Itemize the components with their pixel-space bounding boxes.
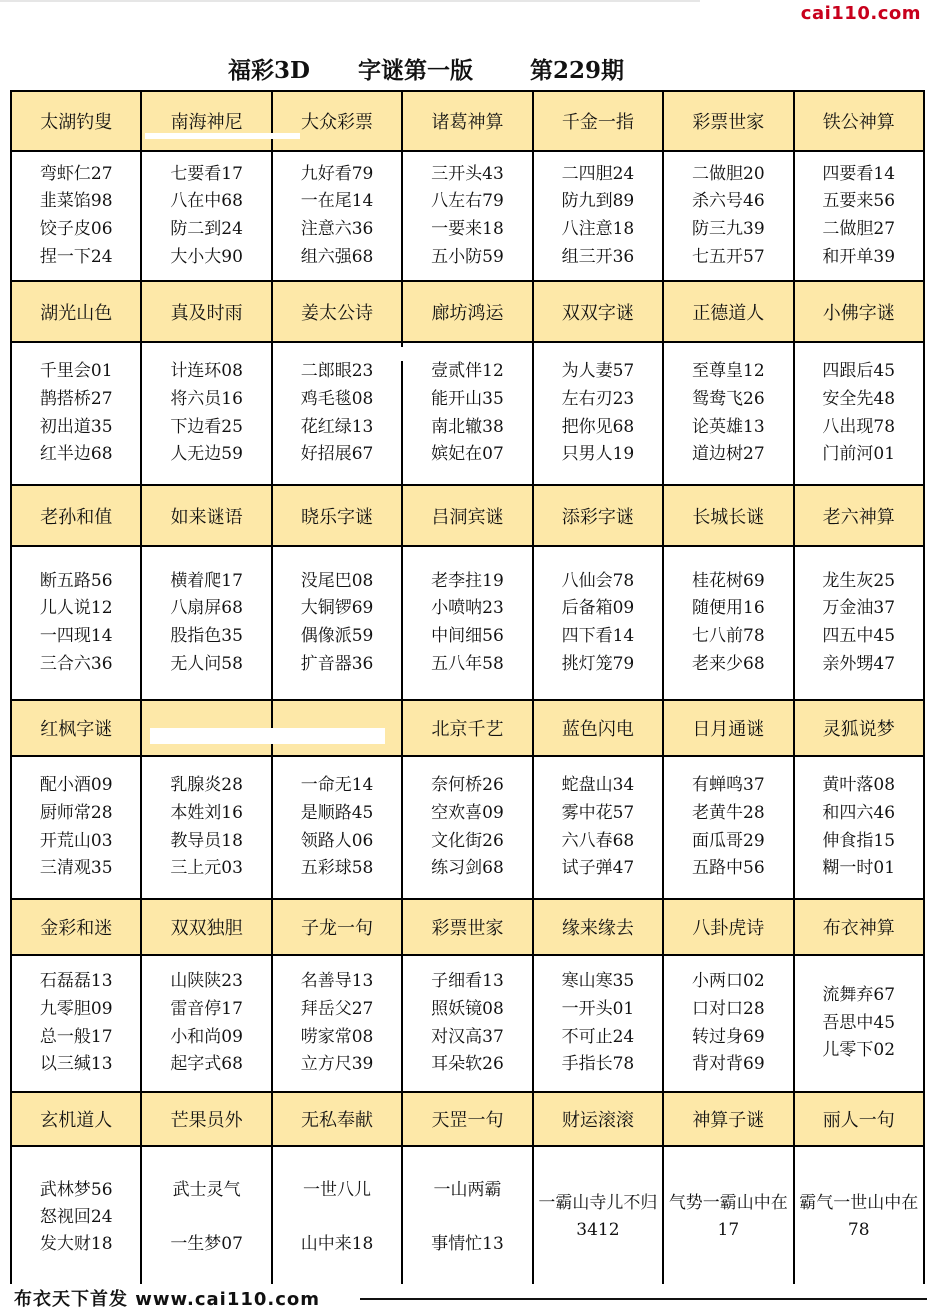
riddle-line: 花红绿13	[300, 416, 374, 437]
riddle-cell	[534, 152, 664, 282]
riddle-line: 鸳鸯飞26	[692, 388, 765, 409]
riddle-cell	[273, 547, 403, 701]
riddle-line: 门前河01	[822, 444, 896, 465]
riddle-line: 龙生灰25	[822, 570, 896, 591]
riddle-cell	[12, 956, 142, 1093]
header-row	[12, 701, 925, 757]
riddle-line: 组三开36	[561, 246, 635, 267]
riddle-line: 人无边59	[170, 444, 243, 465]
riddle-line: 把你见68	[561, 416, 635, 437]
riddle-line: 石磊磊13	[39, 971, 113, 992]
riddle-line: 五八年58	[431, 653, 504, 674]
riddle-line: 雷音停17	[170, 998, 243, 1019]
riddle-line: 儿零下02	[822, 1040, 896, 1061]
riddle-line: 一开头01	[561, 998, 635, 1019]
riddle-cell	[12, 547, 142, 701]
riddle-cell	[534, 956, 664, 1093]
riddle-cell	[664, 757, 794, 900]
expert-name: 双双独胆	[142, 900, 272, 956]
expert-name: 双双字谜	[534, 282, 664, 343]
riddle-cell	[534, 547, 664, 701]
riddle-cell	[534, 1147, 664, 1289]
riddle-line: 子细看13	[431, 971, 504, 992]
riddle-cell	[403, 343, 533, 486]
riddle-line: 转过身69	[692, 1026, 765, 1047]
riddle-line: 伸食指15	[822, 830, 896, 851]
riddle-line: 防三九39	[692, 219, 765, 239]
footer-bar	[0, 1284, 927, 1310]
expert-name: 无私奉献	[273, 1093, 403, 1147]
header-row	[12, 486, 925, 547]
riddle-cell	[12, 152, 142, 282]
riddle-cell	[142, 757, 272, 900]
riddle-line: 九零胆09	[39, 998, 113, 1019]
expert-name: 正德道人	[664, 282, 794, 343]
riddle-line: 断五路56	[39, 570, 113, 591]
riddle-row	[12, 956, 925, 1093]
page-title	[190, 52, 640, 82]
riddle-line: 教导员18	[170, 830, 243, 851]
riddle-line: 防九到89	[561, 191, 635, 212]
riddle-line: 开荒山03	[39, 830, 113, 851]
riddle-line: 一生梦07	[170, 1233, 243, 1254]
riddle-line: 本姓刘16	[170, 802, 243, 823]
riddle-line: 一要来18	[431, 219, 504, 239]
expert-name: 缘来缘去	[534, 900, 664, 956]
expert-name: 彩票世家	[664, 92, 794, 152]
riddle-line: 三上元03	[170, 858, 243, 879]
riddle-line: 老来少68	[692, 653, 765, 674]
riddle-line: 韭菜馅98	[39, 191, 113, 212]
expert-name: 金彩和迷	[12, 900, 142, 956]
riddle-row	[12, 343, 925, 486]
riddle-line: 股指色35	[170, 626, 243, 646]
riddle-line: 扩音器36	[300, 653, 374, 674]
riddle-line: 五小防59	[431, 246, 504, 267]
riddle-line: 鹊搭桥27	[39, 388, 113, 409]
riddle-cell	[273, 343, 403, 486]
riddle-cell	[534, 757, 664, 900]
riddle-line: 安全先48	[822, 388, 896, 409]
riddle-line: 道边树27	[692, 444, 765, 465]
expert-name: 如来谜语	[142, 486, 272, 547]
riddle-line: 六八春68	[561, 830, 635, 851]
riddle-cell	[12, 1147, 142, 1289]
riddle-line: 八出现78	[822, 416, 896, 437]
riddle-line	[461, 1204, 474, 1231]
riddle-line: 流舞弃67	[822, 985, 896, 1006]
riddle-line: 有蝉鸣37	[692, 775, 765, 796]
riddle-line: 亲外甥47	[822, 653, 896, 674]
riddle-line: 左右刃23	[561, 388, 635, 409]
expert-name: 添彩字谜	[534, 486, 664, 547]
expert-name: 天罡一句	[403, 1093, 533, 1147]
expert-name: 日月通谜	[664, 701, 794, 757]
title-lottery: 福彩3D	[228, 57, 310, 84]
top-divider	[0, 0, 700, 2]
riddle-cell	[12, 343, 142, 486]
riddle-line: 八注意18	[561, 219, 635, 239]
riddle-line: 儿人说12	[39, 598, 113, 619]
riddle-line: 练习剑68	[431, 858, 504, 879]
riddle-line: 四要看14	[822, 163, 896, 184]
riddle-line: 吾思中45	[822, 1012, 896, 1033]
expert-name: 铁公神算	[795, 92, 925, 152]
header-row	[12, 282, 925, 343]
riddle-line: 没尾巴08	[300, 570, 374, 591]
riddle-line: 五路中56	[692, 858, 765, 879]
expert-name: 南海神尼	[142, 92, 272, 152]
riddle-cell	[664, 1147, 794, 1289]
scan-mask	[145, 133, 300, 139]
riddle-line: 山中来18	[300, 1233, 374, 1254]
riddle-line: 偶像派59	[300, 626, 374, 646]
riddle-line: 组六强68	[300, 246, 374, 267]
riddle-line: 只男人19	[561, 444, 635, 465]
riddle-cell	[273, 152, 403, 282]
riddle-line: 四跟后45	[822, 361, 896, 382]
riddle-line: 南北辙38	[431, 416, 504, 437]
riddle-line: 领路人06	[300, 830, 374, 851]
riddle-line: 论英雄13	[692, 416, 765, 437]
riddle-line: 试子弹47	[561, 858, 635, 879]
riddle-line: 弯虾仁27	[39, 163, 113, 184]
riddle-line: 照妖镜08	[431, 998, 504, 1019]
riddle-cell	[273, 956, 403, 1093]
riddle-line: 面瓜哥29	[692, 830, 765, 851]
riddle-cell	[403, 1147, 533, 1289]
riddle-line: 三清观35	[39, 858, 113, 879]
header-row	[12, 92, 925, 152]
riddle-cell	[795, 757, 925, 900]
site-watermark: cai110.com	[800, 3, 921, 24]
riddle-line: 后备箱09	[561, 598, 635, 619]
riddle-line: 糊一时01	[822, 858, 896, 879]
riddle-line: 桂花树69	[692, 570, 765, 591]
riddle-line: 是顺路45	[300, 802, 374, 823]
riddle-cell	[142, 152, 272, 282]
riddle-line: 万金油37	[822, 598, 896, 619]
riddle-line: 四下看14	[561, 626, 635, 646]
expert-name: 玄机道人	[12, 1093, 142, 1147]
riddle-line: 唠家常08	[300, 1026, 374, 1047]
riddle-cell	[664, 956, 794, 1093]
riddle-line: 霸气一世山中在78	[799, 1193, 919, 1240]
riddle-line: 捏一下24	[39, 246, 113, 267]
riddle-row	[12, 152, 925, 282]
riddle-line: 嫔妃在07	[431, 444, 504, 465]
riddle-cell	[534, 343, 664, 486]
riddle-line: 一山两霸	[433, 1179, 502, 1200]
expert-name: 吕洞宾谜	[403, 486, 533, 547]
expert-name: 北京千艺	[403, 701, 533, 757]
riddle-line: 九好看79	[300, 163, 374, 184]
riddle-line: 厨师常28	[39, 802, 113, 823]
scan-mask	[284, 347, 406, 361]
riddle-line: 总一般17	[39, 1026, 113, 1047]
riddle-line: 八仙会78	[561, 570, 635, 591]
riddle-line: 二四胆24	[561, 163, 635, 184]
riddle-cell	[795, 547, 925, 701]
riddle-line: 耳朵软26	[431, 1054, 504, 1075]
riddle-line: 不可止24	[561, 1026, 635, 1047]
expert-name: 布衣神算	[795, 900, 925, 956]
riddle-line: 老黄牛28	[692, 802, 765, 823]
riddle-line: 壹贰伴12	[431, 361, 504, 382]
riddle-cell	[12, 757, 142, 900]
riddle-cell	[795, 1147, 925, 1289]
riddle-line: 三开头43	[431, 163, 504, 184]
title-edition: 字谜第一版	[358, 57, 473, 84]
riddle-row	[12, 757, 925, 900]
riddle-cell	[795, 152, 925, 282]
riddle-line: 横着爬17	[170, 570, 243, 591]
riddle-line: 无人问58	[170, 653, 243, 674]
riddle-line: 武士灵气	[172, 1179, 241, 1200]
riddle-line: 配小酒09	[39, 775, 113, 796]
expert-name: 彩票世家	[403, 900, 533, 956]
riddle-line: 七要看17	[170, 163, 243, 184]
riddle-line: 五要来56	[822, 191, 896, 212]
riddle-line: 至尊皇12	[692, 361, 765, 382]
riddle-line: 一世八儿	[303, 1179, 372, 1200]
riddle-line: 奈何桥26	[431, 775, 504, 796]
riddle-line: 立方尺39	[300, 1054, 374, 1075]
riddle-cell	[795, 956, 925, 1093]
riddle-line: 注意六36	[300, 219, 374, 239]
riddle-line: 八左右79	[431, 191, 504, 212]
riddle-line: 小和尚09	[170, 1026, 243, 1047]
riddle-line: 下边看25	[170, 416, 243, 437]
riddle-line: 寒山寒35	[561, 971, 635, 992]
riddle-line: 起字式68	[170, 1054, 243, 1075]
riddle-line: 和四六46	[822, 802, 896, 823]
riddle-line: 乳腺炎28	[170, 775, 243, 796]
expert-name: 丽人一句	[795, 1093, 925, 1147]
expert-name: 湖光山色	[12, 282, 142, 343]
riddle-cell	[664, 343, 794, 486]
riddle-line	[330, 1204, 343, 1231]
riddle-line: 小喷呐23	[431, 598, 504, 619]
riddle-line: 防二到24	[170, 219, 243, 239]
riddle-line: 文化街26	[431, 830, 504, 851]
expert-name: 真及时雨	[142, 282, 272, 343]
riddle-line	[200, 1204, 213, 1231]
riddle-row	[12, 1147, 925, 1289]
riddle-line: 和开单39	[822, 246, 896, 267]
riddle-line: 怒视回24	[39, 1206, 113, 1227]
riddle-line: 饺子皮06	[39, 219, 113, 239]
expert-name: 廊坊鸿运	[403, 282, 533, 343]
expert-name: 老六神算	[795, 486, 925, 547]
riddle-line: 以三缄13	[39, 1054, 113, 1075]
riddle-line: 杀六号46	[692, 191, 765, 212]
riddle-line: 将六员16	[170, 388, 243, 409]
expert-name: 神算子谜	[664, 1093, 794, 1147]
riddle-line: 二做胆20	[692, 163, 765, 184]
riddle-line: 老李拄19	[431, 570, 504, 591]
expert-name: 灵狐说梦	[795, 701, 925, 757]
riddle-line: 七五开57	[692, 246, 765, 267]
expert-name: 姜太公诗	[273, 282, 403, 343]
riddle-cell	[142, 547, 272, 701]
riddle-line: 一在尾14	[300, 191, 374, 212]
expert-name: 诸葛神算	[403, 92, 533, 152]
riddle-line: 五彩球58	[300, 858, 374, 879]
riddle-line: 中间细56	[431, 626, 504, 646]
riddle-line: 大铜锣69	[300, 598, 374, 619]
riddle-line: 四五中45	[822, 626, 896, 646]
expert-name: 子龙一句	[273, 900, 403, 956]
riddle-table	[10, 90, 925, 1289]
riddle-line: 大小大90	[170, 246, 243, 267]
expert-name: 千金一指	[534, 92, 664, 152]
riddle-line: 二郎眼23	[300, 361, 374, 382]
scan-mask	[150, 728, 385, 744]
riddle-line: 气势一霸山中在17	[668, 1193, 788, 1240]
expert-name: 晓乐字谜	[273, 486, 403, 547]
expert-name: 太湖钓叟	[12, 92, 142, 152]
riddle-line: 一霸山寺儿不归3412	[538, 1193, 658, 1240]
expert-name: 老孙和值	[12, 486, 142, 547]
riddle-line: 黄叶落08	[822, 775, 896, 796]
expert-name: 红枫字谜	[12, 701, 142, 757]
expert-name: 大众彩票	[273, 92, 403, 152]
riddle-line: 手指长78	[561, 1054, 635, 1075]
riddle-line: 蛇盘山34	[561, 775, 635, 796]
riddle-line: 小两口02	[692, 971, 765, 992]
riddle-line: 三合六36	[39, 653, 113, 674]
header-row	[12, 1093, 925, 1147]
riddle-line: 好招展67	[300, 444, 374, 465]
riddle-line: 名善导13	[300, 971, 374, 992]
riddle-line: 山陕陕23	[170, 971, 243, 992]
expert-name: 长城长谜	[664, 486, 794, 547]
expert-name: 八卦虎诗	[664, 900, 794, 956]
riddle-cell	[273, 1147, 403, 1289]
riddle-line: 二做胆27	[822, 219, 896, 239]
riddle-cell	[664, 547, 794, 701]
riddle-cell	[795, 343, 925, 486]
expert-name: 小佛字谜	[795, 282, 925, 343]
riddle-cell	[403, 152, 533, 282]
riddle-line: 七八前78	[692, 626, 765, 646]
riddle-line: 鸡毛毯08	[300, 388, 374, 409]
riddle-line: 拜岳父27	[300, 998, 374, 1019]
header-row	[12, 900, 925, 956]
footer-text: 布衣天下首发 www.cai110.com	[14, 1289, 321, 1310]
riddle-line: 挑灯笼79	[561, 653, 635, 674]
riddle-line: 一四现14	[39, 626, 113, 646]
riddle-cell	[403, 757, 533, 900]
riddle-cell	[142, 1147, 272, 1289]
title-issue: 第229期	[530, 57, 625, 84]
riddle-line: 雾中花57	[561, 802, 635, 823]
riddle-cell	[273, 757, 403, 900]
footer-line	[360, 1298, 927, 1300]
riddle-row	[12, 547, 925, 701]
riddle-line: 口对口28	[692, 998, 765, 1019]
riddle-line: 千里会01	[39, 361, 113, 382]
riddle-line: 空欢喜09	[431, 802, 504, 823]
riddle-line: 对汉高37	[431, 1026, 504, 1047]
expert-name: 芒果员外	[142, 1093, 272, 1147]
riddle-line: 初出道35	[39, 416, 113, 437]
riddle-line: 为人妻57	[561, 361, 635, 382]
riddle-cell	[142, 956, 272, 1093]
riddle-line: 八扇屏68	[170, 598, 243, 619]
riddle-line: 随便用16	[692, 598, 765, 619]
riddle-line: 武林梦56	[39, 1179, 113, 1200]
riddle-line: 背对背69	[692, 1054, 765, 1075]
riddle-cell	[664, 152, 794, 282]
riddle-line: 一命无14	[300, 775, 374, 796]
riddle-cell	[142, 343, 272, 486]
riddle-cell	[403, 547, 533, 701]
riddle-line: 事情忙13	[431, 1233, 504, 1254]
riddle-line: 红半边68	[39, 444, 113, 465]
expert-name: 财运滚滚	[534, 1093, 664, 1147]
riddle-line: 发大财18	[39, 1233, 113, 1254]
riddle-line: 能开山35	[431, 388, 504, 409]
riddle-cell	[403, 956, 533, 1093]
riddle-line: 八在中68	[170, 191, 243, 212]
expert-name: 蓝色闪电	[534, 701, 664, 757]
riddle-line: 计连环08	[170, 361, 243, 382]
